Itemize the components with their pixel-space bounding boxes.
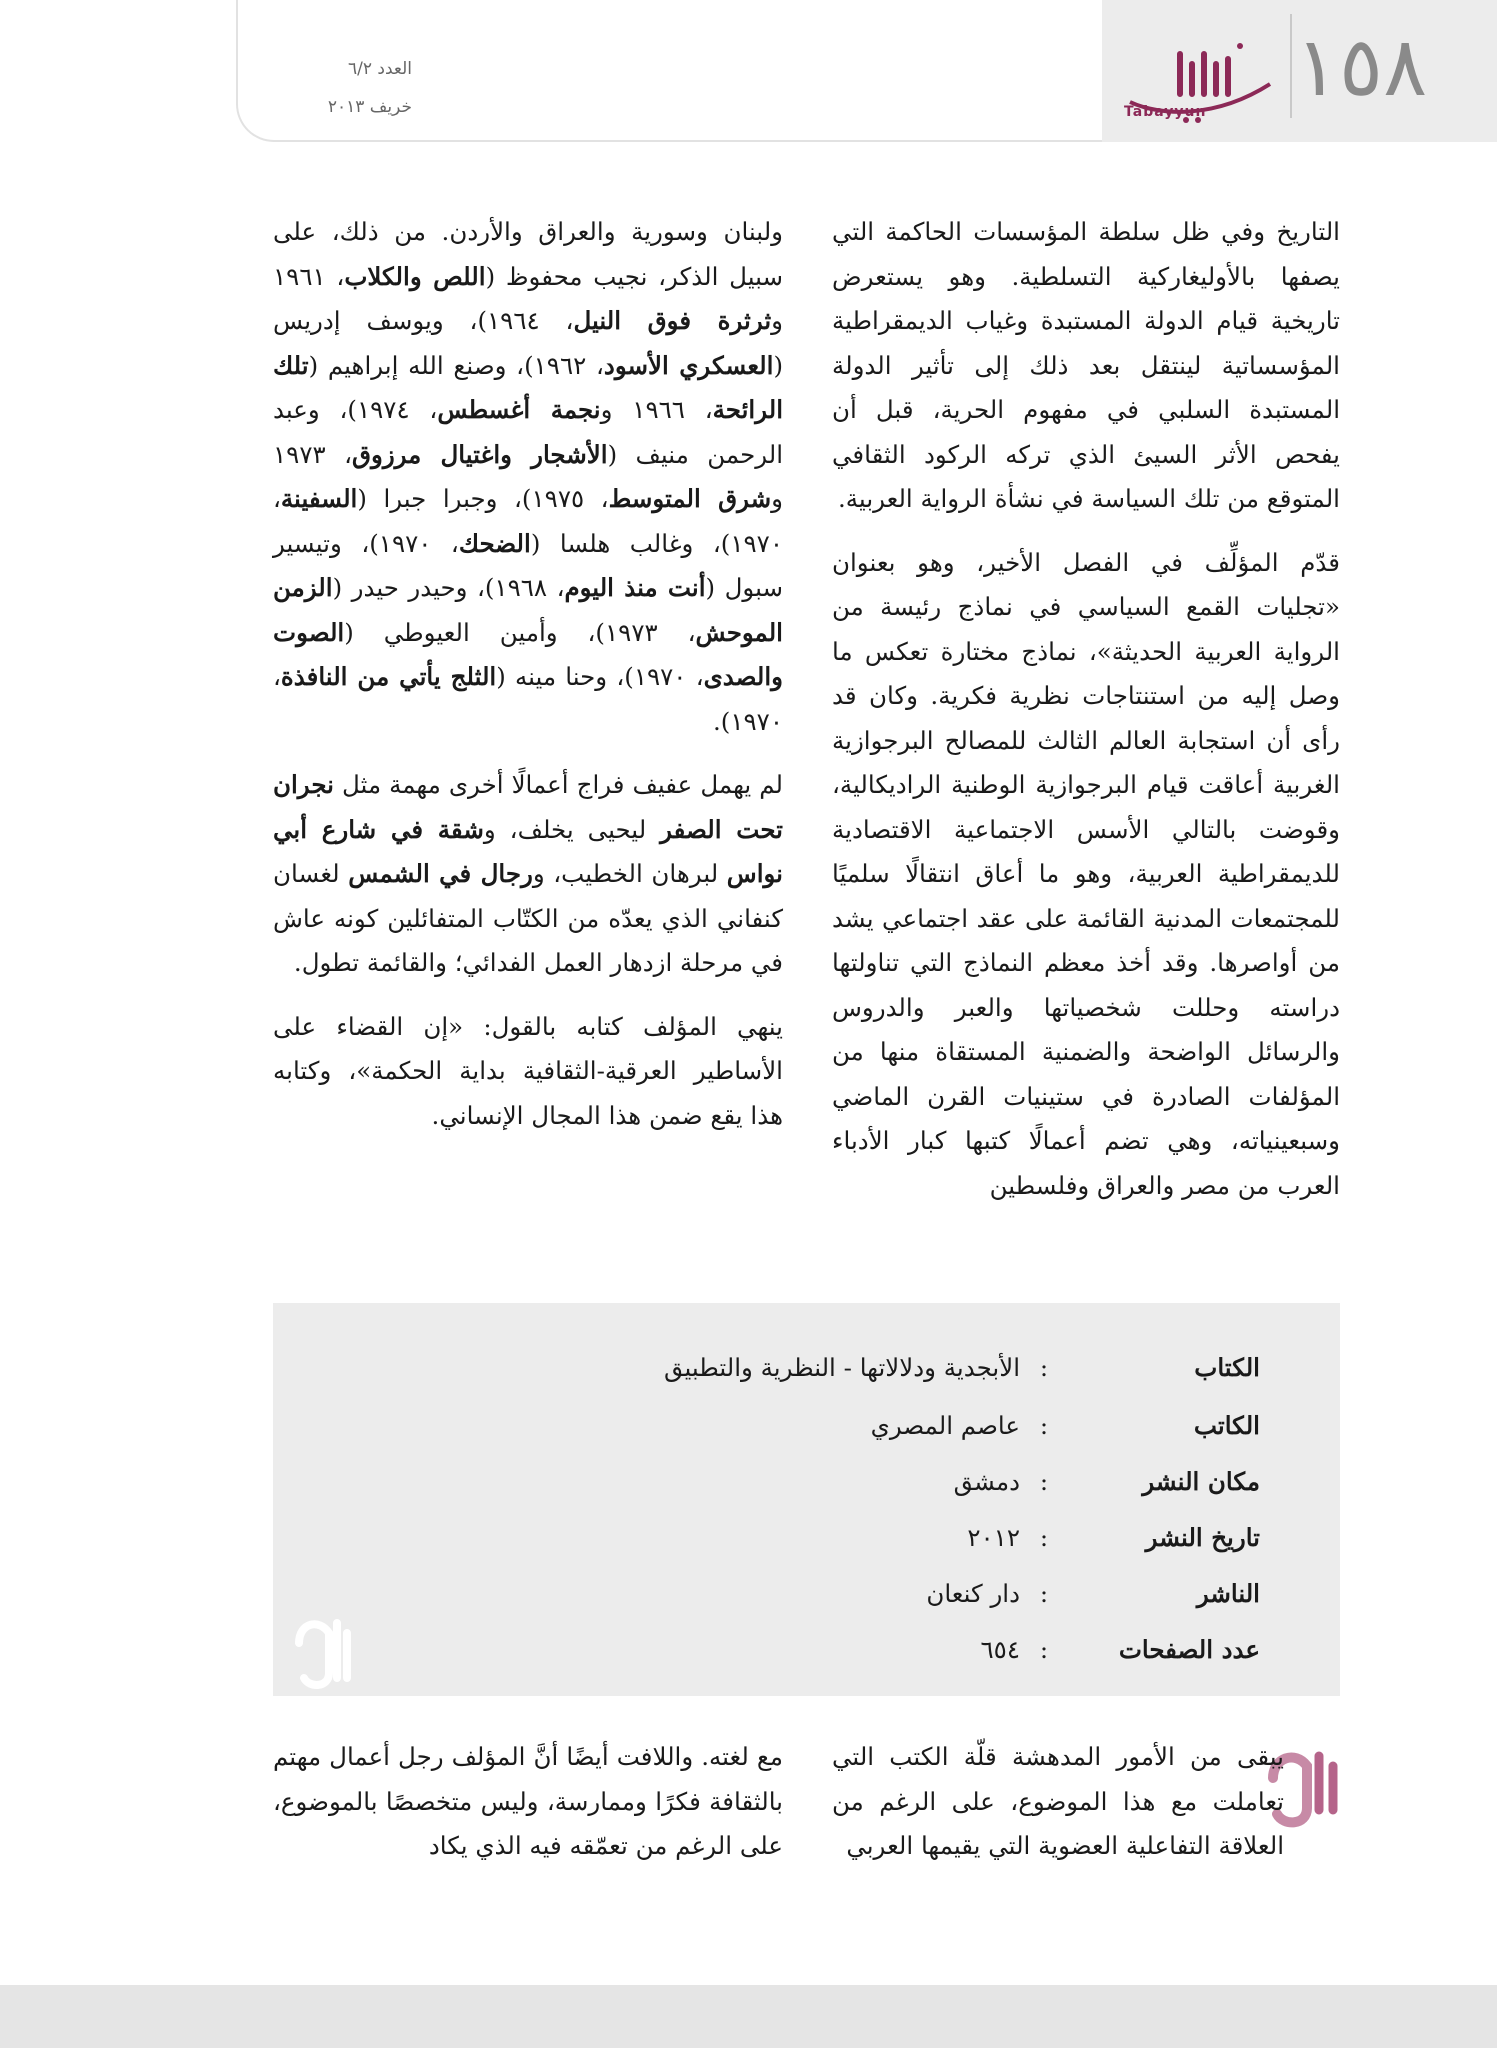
paragraph-authors-list: ولبنان وسورية والعراق والأردن. من ذلك، على سبيل الذكر، نجيب محفوظ (اللص والكلاب، ١٩٦١ وثرثرة فوق النيل، ١٩٦٤)، ويوسف إدريس (العسكري الأسود، ١٩٦٢)، وصنع الله إبراهيم (تلك الرائحة، ١٩٦٦ ونجمة أغسطس، ١٩٧٤)، وعبد الرحمن منيف (الأشجار واغتيال مرزوق، ١٩٧٣ وشرق المتوسط، ١٩٧٥)، وجبرا جبرا (السفينة، ١٩٧٠)، وغالب هلسا (الضحك، ١٩٧٠)، وتيسير سبول (أنت منذ اليوم، ١٩٦٨)، وحيدر حيدر (الزمن الموحش، ١٩٧٣)، وأمين العيوطي (الصوت والصدى، ١٩٧٠)، وحنا مينه (الثلج يأتي من النافذة، ١٩٧٠). (273, 217, 784, 736)
info-row-author: الكاتب : عاصم المصري (870, 1411, 1260, 1440)
book-title: شقة في شارع أبي نواس (273, 814, 783, 888)
tabayyun-monogram-icon (289, 1603, 359, 1693)
book-title: الصوت والصدى (273, 617, 783, 691)
paragraph-other-works: لم يهمل عفيف فراج أعمالًا أخرى مهمة مثل نجران تحت الصفر ليحيى يخلف، وشقة في شارع أبي نواس لبرهان الخطيب، ورجال في الشمس لغسان كنفاني الذي يعدّه من الكتّاب المتفائلين كونه عاش في مرحلة ازدهار العمل الفدائي؛ والقائمة تطول. (273, 770, 783, 977)
book-title: نجران تحت الصفر (273, 770, 783, 844)
text-column-left (273, 210, 783, 1157)
book-title: رجال في الشمس (348, 859, 533, 888)
header-divider (1290, 14, 1292, 118)
book-title: نجمة أغسطس (437, 395, 601, 424)
info-row-title: الكتاب : الأبجدية ودلالاتها - النظرية والتطبيق (664, 1353, 1260, 1382)
paragraph: مع لغته. واللافت أيضًا أنَّ المؤلف رجل أعمال مهتم بالثقافة فكرًا وممارسة، وليس متخصصًا بالموضوع، على الرغم من تعمّقه فيه الذي يكاد (273, 1742, 783, 1860)
text-column-left-bottom (273, 1735, 783, 1888)
book-title: اللص والكلاب (344, 261, 486, 291)
paragraph-conclusion: ينهي المؤلف كتابه بالقول: «إن القضاء على الأساطير العرقية-الثقافية بداية الحكمة»، وكتابه هذا يقع ضمن هذا المجال الإنساني. (273, 1011, 783, 1130)
paragraph: يبقى من الأمور المدهشة قلّة الكتب التي تعاملت مع هذا الموضوع، على الرغم من العلاقة التفاعلية العضوية التي يقيمها العربي (832, 1742, 1284, 1860)
page-number: ١٥٨ (1295, 20, 1428, 115)
info-row-publisher: الناشر : دار كنعان (926, 1579, 1260, 1608)
book-title: العسكري الأسود (603, 350, 774, 380)
book-title: ثرثرة فوق النيل (573, 306, 772, 335)
book-title: تلك الرائحة (273, 350, 784, 424)
book-title: الضحك (458, 528, 531, 558)
issue-season: خريف ٢٠١٣ (327, 97, 412, 117)
logo-caption: Tabayyun (1124, 104, 1207, 120)
book-title: الثلج يأتي من النافذة (280, 662, 497, 691)
info-row-pages: عدد الصفحات : ٦٥٤ (980, 1635, 1260, 1664)
book-title: الزمن الموحش (273, 573, 783, 647)
info-row-place: مكان النشر : دمشق (953, 1467, 1260, 1496)
paragraph: قدّم المؤلِّف في الفصل الأخير، وهو بعنوان «تجليات القمع السياسي في نماذج رئيسة من الرواية العربية الحديثة»، نماذج مختارة تعكس ما وصل إليه من استنتاجات نظرية فكرية. وكان قد رأى أن استجابة العالم الثالث للمصالح البرجوازية الغربية أعاقت قيام البرجوازية الوطنية الراديكالية، وقوضت بالتالي الأسس الاجتماعية الاقتصادية للديمقراطية العربية، وهو ما أعاق انتقالًا سلميًا للمجتمعات المدنية القائمة على عقد اجتماعي يشد من أواصرها. وقد أخذ معظم النماذج التي تناولتها دراسته وحللت شخصياتها والعبر والدروس والرسائل الواضحة والضمنية المستقاة منها من المؤلفات الصادرة في ستينيات القرن الماضي وسبعينياته، وهي تضم أعمالًا كتبها كبار الأدباء العرب من مصر والعراق وفلسطين (832, 547, 1340, 1200)
info-row-date: تاريخ النشر : ٢٠١٢ (967, 1523, 1260, 1552)
book-title: أنت منذ اليوم (564, 573, 706, 602)
issue-meta (272, 50, 412, 126)
text-column-right (832, 210, 1340, 1227)
book-info-box (273, 1303, 1340, 1696)
book-title: شرق المتوسط (608, 484, 772, 513)
paragraph: التاريخ وفي ظل سلطة المؤسسات الحاكمة التي يصفها بالأوليغاركية التسلطية. وهو يستعرض تاريخية قيام الدولة المستبدة وغياب الديمقراطية المؤسساتية لينتقل بعد ذلك إلى تأثير الدولة المستبدة السلبي في مفهوم الحرية، قبل أن يفحص الأثر السيئ الذي تركه الركود الثقافي المتوقع من تلك السياسة في نشأة الرواية العربية. (832, 217, 1340, 513)
book-title: السفينة (280, 484, 358, 513)
book-title: الأشجار واغتيال مرزوق (351, 439, 608, 469)
issue-number: العدد ٦/٢ (347, 59, 412, 79)
footer-bar (0, 1985, 1497, 2048)
text-column-right-bottom (832, 1735, 1284, 1888)
